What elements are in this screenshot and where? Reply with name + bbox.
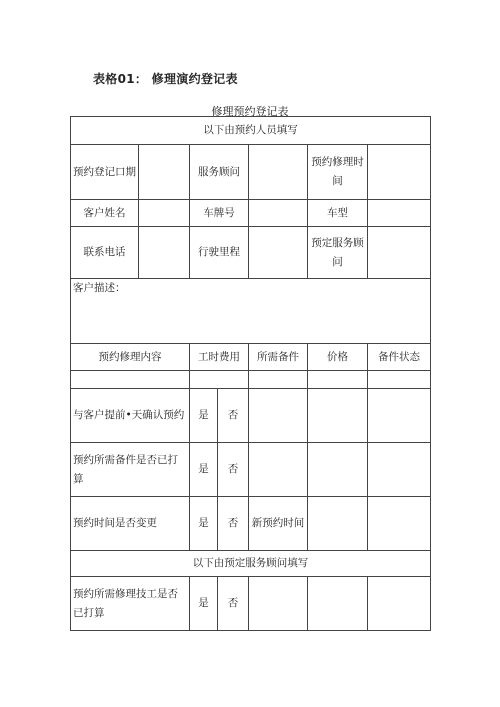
field-label: 预约修理时间	[308, 145, 368, 200]
input-cell[interactable]	[249, 200, 308, 227]
check-label: 与客户提前•天确认预约	[71, 389, 190, 443]
column-header: 备件状态	[368, 344, 431, 371]
section-row	[71, 117, 431, 145]
yes-option[interactable]: 是	[190, 443, 218, 497]
check-label: 预约时间是否变更	[71, 497, 190, 551]
field-label: 预定服务顾问	[308, 227, 368, 279]
input-cell[interactable]	[308, 577, 368, 631]
no-option[interactable]: 否	[218, 389, 249, 443]
check-label: 预约所需备件是否已打算	[71, 443, 190, 497]
input-cell[interactable]	[368, 200, 431, 227]
input-cell[interactable]	[139, 145, 190, 200]
section-title-advisor: 以下由预定服务顾问填写	[71, 551, 431, 577]
input-cell[interactable]	[249, 443, 308, 497]
column-header: 所需备件	[249, 344, 308, 371]
input-cell[interactable]	[368, 371, 431, 389]
document-heading: 表格01： 修理演约登记表	[93, 72, 238, 86]
check-row	[71, 443, 431, 497]
section-title-booking: 以下由预约人员填写	[71, 117, 431, 145]
input-cell[interactable]	[249, 389, 308, 443]
form-row	[71, 227, 431, 279]
field-label: 联系电话	[71, 227, 139, 279]
input-cell[interactable]	[139, 200, 190, 227]
check-row	[71, 497, 431, 551]
section-row	[71, 551, 431, 577]
column-header: 工时费用	[190, 344, 249, 371]
no-option[interactable]: 否	[218, 443, 249, 497]
input-cell[interactable]	[308, 389, 368, 443]
input-cell[interactable]	[368, 145, 431, 200]
input-cell[interactable]	[71, 371, 190, 389]
form-row	[71, 145, 431, 200]
field-label: 车牌号	[190, 200, 249, 227]
yes-option[interactable]: 是	[190, 497, 218, 551]
field-label: 服务顾问	[190, 145, 249, 200]
input-cell[interactable]	[249, 145, 308, 200]
no-option[interactable]: 否	[218, 497, 249, 551]
new-appointment-time-label: 新预约时间	[249, 497, 308, 551]
field-label: 客户姓名	[71, 200, 139, 227]
field-label: 车型	[308, 200, 368, 227]
check-row	[71, 577, 431, 631]
no-option[interactable]: 否	[218, 577, 249, 631]
input-cell[interactable]	[308, 443, 368, 497]
yes-option[interactable]: 是	[190, 389, 218, 443]
column-header: 预约修理内容	[71, 344, 190, 371]
input-cell[interactable]	[308, 371, 368, 389]
input-cell[interactable]	[139, 227, 190, 279]
field-label: 行驶里程	[190, 227, 249, 279]
input-cell[interactable]	[190, 371, 249, 389]
input-cell[interactable]	[368, 389, 431, 443]
form-row	[71, 200, 431, 227]
check-row	[71, 389, 431, 443]
blank-row	[71, 371, 431, 389]
column-header-row	[71, 344, 431, 371]
input-cell[interactable]	[368, 443, 431, 497]
input-cell[interactable]	[368, 577, 431, 631]
yes-option[interactable]: 是	[190, 577, 218, 631]
input-cell[interactable]	[368, 497, 431, 551]
appointment-form-table	[70, 116, 431, 631]
customer-description-field[interactable]: 客户描述：	[71, 279, 431, 344]
input-cell[interactable]	[249, 371, 308, 389]
check-label: 预约所需修理技工是否已打算	[71, 577, 190, 631]
column-header: 价格	[308, 344, 368, 371]
input-cell[interactable]	[368, 227, 431, 279]
form-caption: 修理预约登记表	[211, 105, 289, 118]
field-label: 预约登记口期	[71, 145, 139, 200]
input-cell[interactable]	[308, 497, 368, 551]
description-row	[71, 279, 431, 344]
input-cell[interactable]	[249, 577, 308, 631]
input-cell[interactable]	[249, 227, 308, 279]
